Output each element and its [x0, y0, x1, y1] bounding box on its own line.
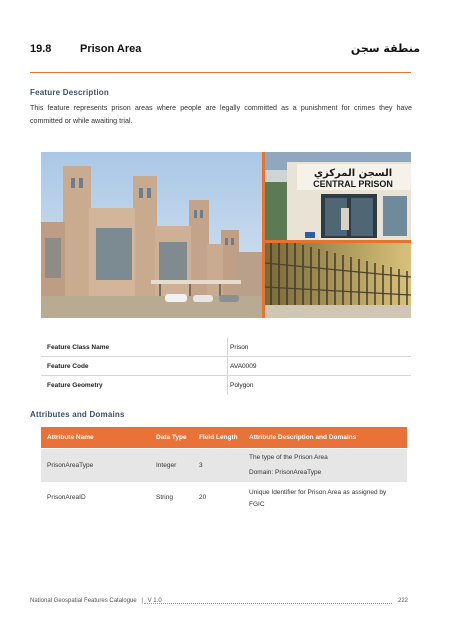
header-rule — [30, 72, 411, 73]
page-number: 222 — [397, 598, 408, 604]
page-footer — [30, 598, 410, 604]
feature-description-heading: Feature Description — [30, 88, 109, 97]
col-attribute-name: Attribute Name — [47, 434, 94, 441]
section-title-arabic: منطقة سجن — [350, 42, 420, 55]
attribute-name: PrisonAreaID — [47, 494, 86, 501]
feature-class-row — [41, 338, 411, 357]
attribute-type: Integer — [156, 462, 177, 469]
feature-code-row — [41, 357, 411, 376]
feature-geometry-value: Polygon — [230, 382, 254, 389]
table-row — [41, 449, 407, 482]
footer-dots — [144, 598, 392, 604]
sign-english: CENTRAL PRISON — [313, 179, 393, 189]
attribute-length: 3 — [199, 462, 203, 469]
feature-code-label: Feature Code — [47, 363, 89, 370]
attribute-length: 20 — [199, 494, 207, 501]
footer-version: V 1.0 — [147, 598, 162, 604]
footer-title: National Geospatial Features Catalogue — [30, 598, 137, 604]
attribute-type: String — [156, 494, 173, 501]
sign-arabic: السجن المركزي — [313, 168, 393, 179]
attributes-heading: Attributes and Domains — [30, 410, 125, 419]
section-number: 19.8 — [30, 43, 52, 55]
central-prison-entrance-photo — [265, 152, 411, 240]
footer-separator: | — [141, 598, 143, 604]
attribute-description: The type of the Prison Area — [249, 454, 328, 461]
feature-class-label: Feature Class Name — [47, 344, 110, 351]
feature-class-value: Prison — [230, 344, 249, 351]
attribute-domain: Domain: PrisonAreaType — [249, 469, 322, 476]
attribute-name: PrisonAreaType — [47, 462, 94, 469]
feature-code-value: AVA0009 — [230, 363, 257, 370]
table-row — [41, 486, 407, 516]
prison-cell-bars-photo — [265, 243, 411, 318]
attributes-table-header — [41, 427, 407, 448]
attribute-description-cont: FGIC — [249, 501, 265, 508]
attribute-description: Unique Identifier for Prison Area as assigned by — [249, 489, 387, 496]
prison-building-photo — [41, 152, 262, 318]
feature-geometry-label: Feature Geometry — [47, 382, 103, 389]
feature-description-text: This feature represents prison areas where people are legally committed as a punishment for crimes they have committed or while awaiting trial. — [30, 104, 412, 125]
col-data-type: Data Type — [156, 434, 187, 441]
section-title: Prison Area — [80, 43, 142, 55]
col-description: Attribute Description and Domains — [249, 434, 357, 441]
col-field-length: Field Length — [199, 434, 238, 441]
feature-geometry-row — [41, 376, 411, 395]
